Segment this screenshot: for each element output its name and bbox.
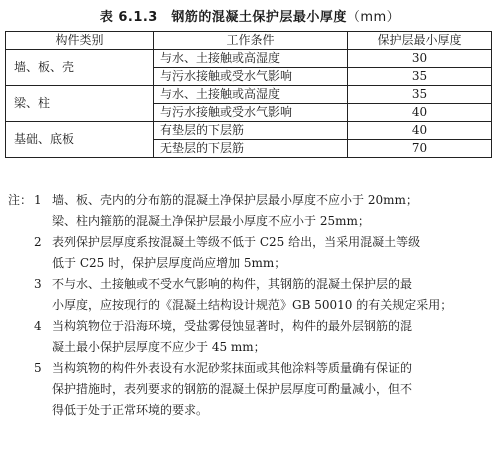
note-item [8, 358, 492, 379]
cover-thickness-table [5, 31, 492, 158]
note-text: 梁、柱内箍筋的混凝土净保护层最小厚度不应小于 25mm； [52, 214, 370, 228]
notes-prefix: 注： [8, 193, 33, 207]
category-cell: 梁、柱 [6, 86, 154, 122]
condition-cell: 与污水接触或受水气影响 [154, 68, 348, 86]
note-continuation [8, 295, 492, 316]
table-title-unit: （mm） [346, 10, 401, 25]
table-header-row [6, 32, 492, 50]
table-title [0, 6, 500, 25]
note-number: 1 [34, 193, 42, 207]
note-number: 3 [34, 277, 42, 291]
note-text: 凝土最小保护层厚度不应少于 45 mm； [52, 340, 266, 354]
table-row [6, 50, 492, 68]
note-number: 5 [34, 361, 42, 375]
header-min-thickness: 保护层最小厚度 [348, 32, 492, 50]
note-continuation [8, 337, 492, 358]
note-item [8, 232, 492, 253]
category-cell: 基础、底板 [6, 122, 154, 158]
condition-cell: 与水、土接触或高湿度 [154, 86, 348, 104]
note-number: 2 [34, 235, 42, 249]
header-category: 构件类别 [6, 32, 154, 50]
note-continuation [8, 253, 492, 274]
note-continuation [8, 379, 492, 400]
note-text: 低于 C25 时，保护层厚度尚应增加 5mm； [52, 256, 287, 270]
note-text: 不与水、土接触或不受水气影响的构件，其钢筋的混凝土保护层的最 [52, 277, 413, 291]
note-item [8, 190, 492, 211]
note-text: 保护措施时，表列要求的钢筋的混凝土保护层厚度可酌量减小，但不 [52, 382, 413, 396]
thickness-cell: 70 [348, 140, 492, 158]
note-number: 4 [34, 319, 42, 333]
note-item [8, 316, 492, 337]
condition-cell: 与污水接触或受水气影响 [154, 104, 348, 122]
note-text: 墙、板、壳内的分布筋的混凝土净保护层最小厚度不应小于 20mm； [52, 193, 418, 207]
table-title-label: 表 6.1.3 钢筋的混凝土保护层最小厚度 [99, 10, 347, 25]
category-cell: 墙、板、壳 [6, 50, 154, 86]
note-continuation [8, 211, 492, 232]
condition-cell: 无垫层的下层筋 [154, 140, 348, 158]
condition-cell: 有垫层的下层筋 [154, 122, 348, 140]
thickness-cell: 35 [348, 86, 492, 104]
thickness-cell: 40 [348, 104, 492, 122]
note-text: 小厚度，应按现行的《混凝土结构设计规范》GB 50010 的有关规定采用； [52, 298, 453, 312]
note-item [8, 274, 492, 295]
note-text: 得低于处于正常环境的要求。 [52, 403, 209, 417]
note-text: 当构筑物的构件外表设有水泥砂浆抹面或其他涂料等质量确有保证的 [52, 361, 413, 375]
condition-cell: 与水、土接触或高湿度 [154, 50, 348, 68]
thickness-cell: 30 [348, 50, 492, 68]
thickness-cell: 35 [348, 68, 492, 86]
table-notes [8, 190, 492, 421]
note-text: 表列保护层厚度系按混凝土等级不低于 C25 给出，当采用混凝土等级 [52, 235, 421, 249]
header-condition: 工作条件 [154, 32, 348, 50]
note-text: 当构筑物位于沿海环境，受盐雾侵蚀显著时，构件的最外层钢筋的混 [52, 319, 413, 333]
thickness-cell: 40 [348, 122, 492, 140]
table-row [6, 122, 492, 140]
note-continuation [8, 400, 492, 421]
table-row [6, 86, 492, 104]
